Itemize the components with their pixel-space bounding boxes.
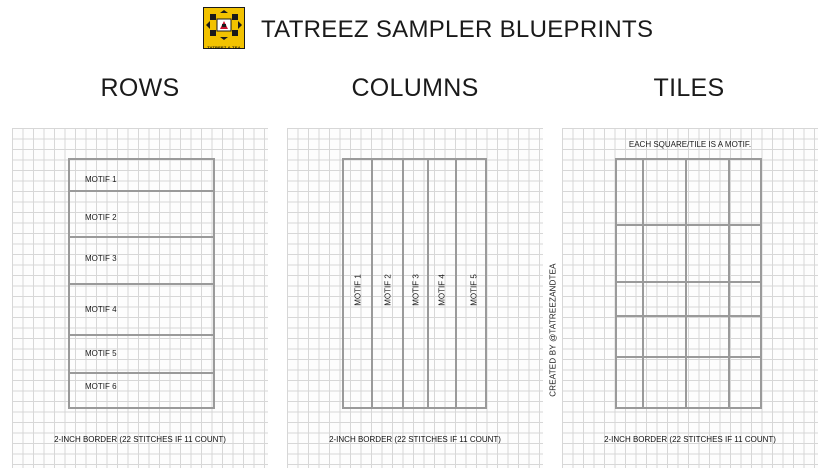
column-motif-label: MOTIF 4 <box>437 274 447 306</box>
tiles-frame <box>615 158 762 409</box>
tile-row-divider <box>615 315 762 317</box>
columns-heading: COLUMNS <box>351 74 479 102</box>
row-motif-label: MOTIF 6 <box>85 382 117 391</box>
tile-row-divider <box>615 224 762 226</box>
column-divider <box>427 158 429 409</box>
tiles-heading: TILES <box>653 74 725 102</box>
tile-row-divider <box>615 281 762 283</box>
tiles-panel <box>562 128 818 468</box>
rows-border-note: 2-INCH BORDER (22 STITCHES IF 11 COUNT) <box>54 435 226 444</box>
row-motif-label: MOTIF 4 <box>85 305 117 314</box>
column-divider <box>455 158 457 409</box>
tile-column-divider <box>685 158 687 409</box>
row-divider <box>68 236 215 238</box>
page-title: TATREEZ SAMPLER BLUEPRINTS <box>261 16 654 43</box>
header <box>203 7 654 50</box>
tiles-border-note: 2-INCH BORDER (22 STITCHES IF 11 COUNT) <box>604 435 776 444</box>
tile-column-divider <box>642 158 644 409</box>
creator-credit: CREATED BY @TATREEZANDTEA <box>548 263 558 397</box>
row-motif-label: MOTIF 2 <box>85 213 117 222</box>
row-divider <box>68 334 215 336</box>
columns-panel <box>287 128 543 468</box>
row-motif-label: MOTIF 5 <box>85 349 117 358</box>
row-divider <box>68 190 215 192</box>
tile-row-divider <box>615 356 762 358</box>
logo-caption: TATREEZ & TEA <box>207 45 241 50</box>
row-motif-label: MOTIF 3 <box>85 254 117 263</box>
tile-column-divider <box>728 158 730 409</box>
rows-panel <box>12 128 268 468</box>
column-motif-label: MOTIF 2 <box>383 274 393 306</box>
column-motif-label: MOTIF 3 <box>411 274 421 306</box>
columns-border-note: 2-INCH BORDER (22 STITCHES IF 11 COUNT) <box>329 435 501 444</box>
column-divider <box>402 158 404 409</box>
rows-heading: ROWS <box>100 74 180 102</box>
row-divider <box>68 283 215 285</box>
tiles-note: EACH SQUARE/TILE IS A MOTIF. <box>628 140 752 149</box>
column-divider <box>371 158 373 409</box>
row-divider <box>68 372 215 374</box>
row-motif-label: MOTIF 1 <box>85 175 117 184</box>
column-motif-label: MOTIF 1 <box>353 274 363 306</box>
tatreez-logo-icon <box>203 7 245 49</box>
column-motif-label: MOTIF 5 <box>469 274 479 306</box>
